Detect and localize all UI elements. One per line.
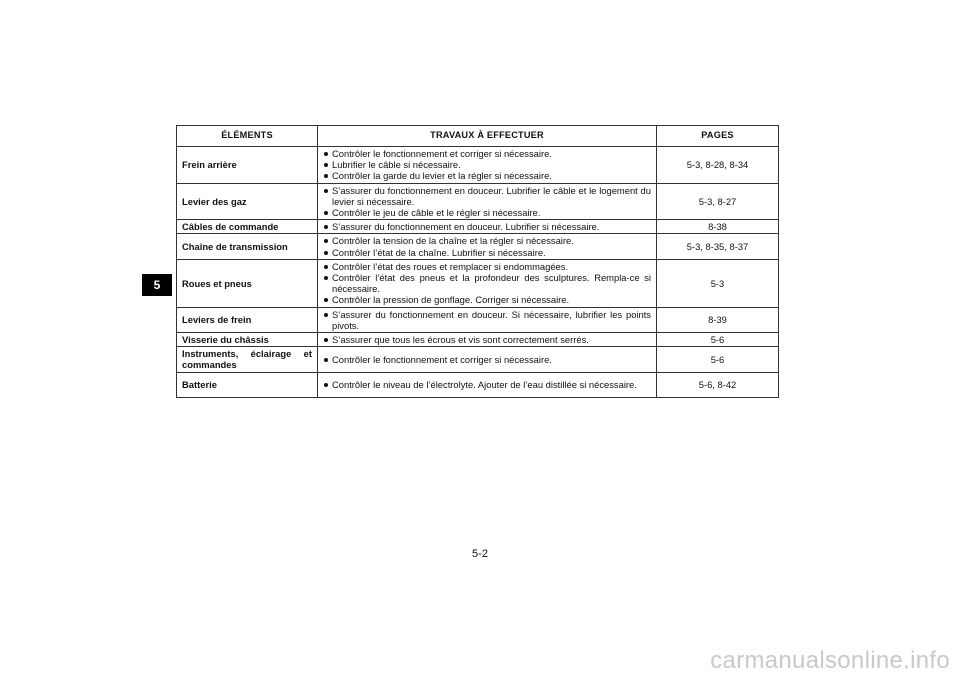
table-row — [177, 259, 779, 307]
element-cell: Batterie — [177, 372, 318, 397]
pages-cell: 5-3, 8-27 — [657, 183, 779, 220]
task-item — [323, 354, 651, 365]
chapter-tab: 5 — [142, 274, 172, 296]
task-item — [323, 261, 651, 272]
task-item — [323, 309, 651, 331]
bullet-icon — [324, 313, 328, 317]
bullet-icon — [324, 152, 328, 156]
task-item — [323, 334, 651, 345]
element-cell: Leviers de frein — [177, 307, 318, 332]
task-item — [323, 247, 651, 258]
bullet-icon — [324, 163, 328, 167]
table-row — [177, 333, 779, 347]
pages-cell: 5-6, 8-42 — [657, 372, 779, 397]
table-header — [177, 126, 779, 147]
task-item — [323, 221, 651, 232]
element-cell: Chaîne de transmission — [177, 234, 318, 259]
task-list — [323, 235, 651, 257]
task-text: Contrôler la garde du levier et la régler si nécessaire. — [332, 170, 552, 182]
work-cell — [318, 307, 657, 332]
task-text: Contrôler le niveau de l’électrolyte. Ajouter de l’eau distillée si nécessaire. — [332, 379, 637, 391]
task-text: S’assurer du fonctionnement en douceur. Lubrifier si nécessaire. — [332, 221, 600, 233]
task-text: Contrôler le fonctionnement et corriger si nécessaire. — [332, 148, 552, 159]
bullet-icon — [324, 265, 328, 269]
task-item — [323, 272, 651, 294]
task-list — [323, 185, 651, 219]
table-row — [177, 372, 779, 397]
task-list — [323, 221, 651, 232]
table-body — [177, 147, 779, 398]
task-text: Contrôler la pression de gonflage. Corriger si nécessaire. — [332, 294, 570, 306]
pages-cell: 5-3 — [657, 259, 779, 307]
table-row — [177, 147, 779, 184]
task-text: Contrôler la tension de la chaîne et la régler si nécessaire. — [332, 235, 574, 247]
header-elements: ÉLÉMENTS — [177, 126, 318, 147]
work-cell — [318, 234, 657, 259]
bullet-icon — [324, 189, 328, 193]
task-item — [323, 185, 651, 207]
element-cell: Visserie du châssis — [177, 333, 318, 347]
task-item — [323, 207, 651, 218]
work-cell — [318, 347, 657, 372]
table-row — [177, 234, 779, 259]
bullet-icon — [324, 239, 328, 243]
bullet-icon — [324, 298, 328, 302]
element-cell: Câbles de commande — [177, 220, 318, 234]
work-cell — [318, 183, 657, 220]
page-number: 5-2 — [472, 548, 488, 560]
table-row — [177, 183, 779, 220]
task-item — [323, 170, 651, 181]
pages-cell: 8-38 — [657, 220, 779, 234]
task-text: S’assurer du fonctionnement en douceur. Si nécessaire, lubrifier les points pivots. — [332, 308, 651, 331]
task-text: Contrôler l’état de la chaîne. Lubrifier si nécessaire. — [332, 246, 546, 258]
bullet-icon — [324, 383, 328, 387]
task-text: Contrôler le jeu de câble et le régler si nécessaire. — [332, 207, 541, 219]
bullet-icon — [324, 174, 328, 178]
element-cell: Frein arrière — [177, 147, 318, 184]
pages-cell: 5-6 — [657, 333, 779, 347]
work-cell — [318, 333, 657, 347]
task-item — [323, 148, 651, 159]
element-cell: Roues et pneus — [177, 259, 318, 307]
task-text: Contrôler l’état des pneus et la profondeur des sculptures. Rempla-ce si nécessaire. — [332, 272, 651, 295]
task-item — [323, 379, 651, 390]
task-text: Lubrifier le câble si nécessaire. — [332, 159, 461, 171]
task-item — [323, 235, 651, 246]
task-list — [323, 148, 651, 182]
table-row — [177, 307, 779, 332]
bullet-icon — [324, 211, 328, 215]
bullet-icon — [324, 276, 328, 280]
task-list — [323, 354, 651, 365]
task-list — [323, 309, 651, 331]
bullet-icon — [324, 338, 328, 342]
task-list — [323, 334, 651, 345]
work-cell — [318, 259, 657, 307]
task-text: Contrôler le fonctionnement et corriger si nécessaire. — [332, 353, 552, 365]
header-work: TRAVAUX À EFFECTUER — [318, 126, 657, 147]
work-cell — [318, 220, 657, 234]
watermark: carmanualsonline.info — [710, 647, 950, 674]
task-text: S’assurer que tous les écrous et vis sont correctement serrés. — [332, 334, 589, 346]
header-pages: PAGES — [657, 126, 779, 147]
task-text: Contrôler l’état des roues et remplacer si endommagées. — [332, 260, 569, 272]
bullet-icon — [324, 358, 328, 362]
pages-cell: 8-39 — [657, 307, 779, 332]
bullet-icon — [324, 251, 328, 255]
element-cell: Instruments, éclairage et commandes — [177, 347, 318, 372]
bullet-icon — [324, 225, 328, 229]
task-item — [323, 159, 651, 170]
task-text: S’assurer du fonctionnement en douceur. Lubrifier le câble et le logement du levier si nécessaire. — [332, 184, 651, 207]
pages-cell: 5-3, 8-35, 8-37 — [657, 234, 779, 259]
maintenance-table — [176, 125, 779, 398]
task-list — [323, 261, 651, 306]
pages-cell: 5-6 — [657, 347, 779, 372]
pages-cell: 5-3, 8-28, 8-34 — [657, 147, 779, 184]
task-item — [323, 294, 651, 305]
table-row — [177, 220, 779, 234]
table-row — [177, 347, 779, 372]
element-cell: Levier des gaz — [177, 183, 318, 220]
work-cell — [318, 147, 657, 184]
task-list — [323, 379, 651, 390]
work-cell — [318, 372, 657, 397]
